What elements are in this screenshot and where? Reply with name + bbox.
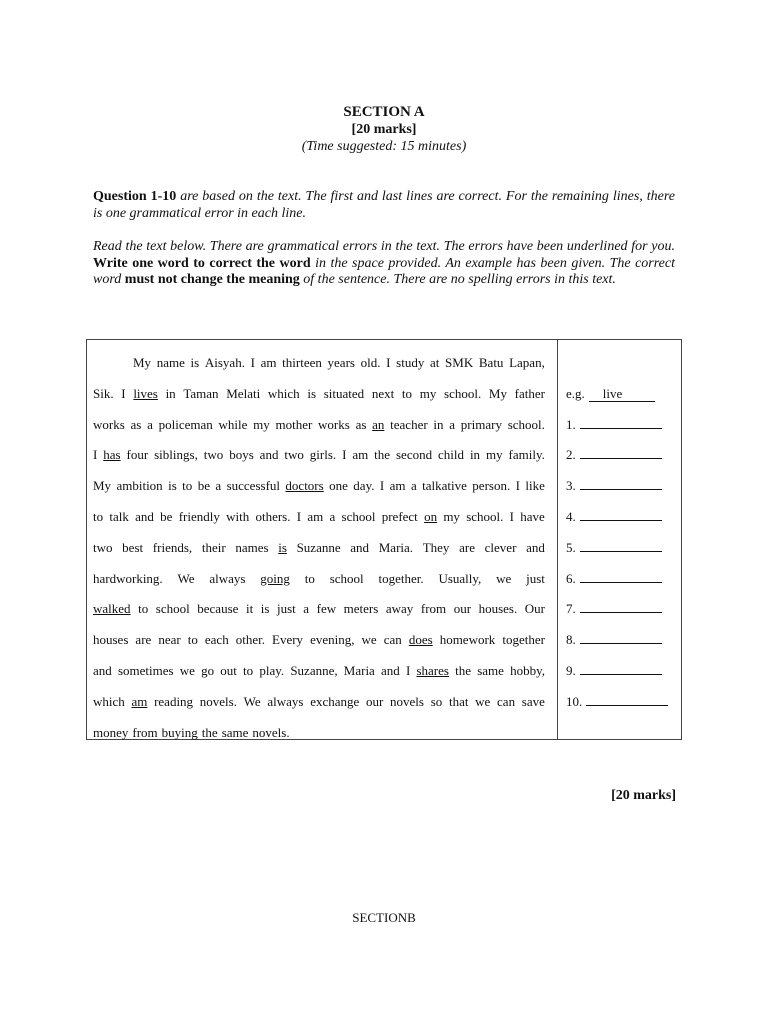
passage-word: are [459, 539, 475, 555]
passage-word: ambition [116, 478, 163, 494]
passage-word: we [475, 693, 491, 709]
passage-word: study [396, 355, 425, 370]
passage-word: Taman [183, 385, 219, 401]
passage-word: school [341, 509, 376, 524]
passage-word: and [350, 539, 370, 555]
total-marks: [20 marks] [611, 788, 676, 803]
passage-word: Aisyah. [204, 355, 245, 370]
answer-item [566, 630, 662, 650]
passage-word: My [133, 355, 152, 370]
passage-word: as [355, 416, 367, 432]
passage-word: two [203, 447, 224, 463]
passage-word: two [93, 539, 113, 555]
answer-blank[interactable] [580, 445, 662, 459]
passage-word: same [221, 724, 249, 740]
answer-item [566, 538, 662, 558]
passage-word: same [477, 663, 504, 678]
passage-word: a [329, 509, 336, 524]
passage-word: I [342, 447, 347, 463]
passage-word: homework [439, 632, 496, 648]
passage-word: to [304, 570, 315, 586]
passage-word: They [422, 539, 450, 555]
passage-word: play. [259, 663, 285, 678]
passage-word: the [374, 447, 391, 463]
answer-blank[interactable] [580, 630, 662, 644]
passage-word: out [220, 663, 237, 678]
passage-word: talkative [422, 478, 467, 494]
passage-word: meters [343, 601, 379, 617]
error-word: is [278, 539, 287, 555]
answer-number: 5. [566, 539, 576, 555]
error-word: shares [416, 663, 449, 678]
passage-word: buying [161, 724, 198, 740]
passage-word: few [316, 601, 337, 617]
time-suggested: (Time suggested: 15 minutes) [301, 139, 467, 154]
passage-word: which [267, 385, 300, 401]
answer-blank[interactable] [580, 661, 662, 675]
passage-word: names [235, 539, 269, 555]
answer-blank[interactable] [580, 476, 662, 490]
passage-word: houses. [478, 601, 518, 617]
passage-word: hardworking. [93, 570, 163, 586]
passage-word: our [453, 601, 472, 617]
passage-word: in [433, 416, 444, 432]
passage-word: while [218, 416, 248, 432]
passage-word: the [201, 724, 218, 740]
passage-word: Lapan, [509, 355, 545, 370]
passage-word: other. [235, 632, 265, 648]
passage-word: works [318, 416, 350, 432]
passage-line [93, 661, 545, 681]
instruction-bold: Write one word to correct the word [93, 255, 311, 271]
passage-line [93, 353, 545, 373]
passage-word: my [419, 385, 437, 401]
passage-word: one [329, 478, 348, 494]
passage-word: from [132, 724, 158, 740]
instruction-paragraph-1 [93, 189, 675, 222]
passage-word: family. [508, 447, 545, 463]
passage-word: a [215, 478, 222, 494]
answer-blank[interactable] [580, 415, 662, 429]
answer-blank[interactable] [586, 692, 668, 706]
passage-word: school [329, 570, 364, 586]
answer-number: 8. [566, 632, 576, 648]
passage-line [93, 445, 545, 465]
answer-blank[interactable] [580, 599, 662, 613]
passage-word: I [405, 663, 411, 678]
passage-word: am [260, 355, 277, 370]
instruction-text: of the sentence. There are no spelling errors in this text. [299, 272, 616, 288]
instruction-paragraph-2 [93, 239, 675, 289]
passage-word: together [502, 632, 545, 648]
passage-word: is [260, 601, 270, 617]
passage-word: away [385, 601, 414, 617]
answer-number: 6. [566, 570, 576, 586]
answer-number: 2. [566, 447, 576, 463]
answer-item [566, 415, 662, 435]
passage-word: and [259, 447, 279, 463]
passage-word: is [168, 478, 177, 494]
passage-word: my [485, 447, 503, 463]
example-label: e.g. [566, 385, 585, 401]
passage-word: are [135, 632, 152, 648]
passage-word: I [250, 355, 255, 370]
passage-word: together. [378, 570, 424, 586]
passage-word: policeman [158, 416, 213, 432]
passage-word: I [121, 385, 126, 401]
passage-line [93, 723, 545, 743]
passage-word: with [226, 509, 250, 524]
passage-word: years [327, 355, 355, 370]
passage-word: four [126, 447, 149, 463]
passage-line [93, 538, 545, 558]
passage-word: am [389, 478, 406, 494]
passage-word: school. [507, 416, 545, 432]
answer-number: 10. [566, 693, 583, 709]
answer-item [566, 476, 662, 496]
passage-word: hobby, [510, 663, 545, 678]
passage-word: boys [229, 447, 254, 463]
answer-number: 7. [566, 601, 576, 617]
passage-word: we [361, 632, 377, 648]
passage-word: from [420, 601, 447, 617]
answer-number: 4. [566, 509, 576, 524]
passage-word: talk [109, 509, 129, 524]
passage-word: to [93, 509, 104, 524]
error-word: has [103, 447, 121, 463]
passage-word: Melati [226, 385, 261, 401]
passage-word: at [429, 355, 440, 370]
passage-word: person. [472, 478, 511, 494]
answer-item [566, 599, 662, 619]
error-word: walked [93, 601, 131, 617]
passage-word: always [209, 570, 246, 586]
passage-word: school [155, 601, 190, 617]
passage-word: My [488, 385, 507, 401]
passage-word: their [201, 539, 226, 555]
question-range: Question 1-10 [93, 189, 177, 204]
error-word: am [131, 693, 148, 709]
passage-word: old. [360, 355, 381, 370]
passage-word: novels. [199, 693, 237, 709]
passage-word: have [520, 509, 545, 524]
passage-word: a [410, 478, 417, 494]
next-section-title: SECTIONB [352, 910, 416, 925]
passage-word: my [443, 509, 460, 524]
passage-word: school. [466, 509, 504, 524]
passage-word: be [160, 509, 173, 524]
example-value: live [589, 387, 655, 402]
passage-word: girls. [309, 447, 337, 463]
error-word: on [424, 509, 438, 524]
passage-word: clever [484, 539, 517, 555]
passage-word: a [147, 416, 153, 432]
passage-word: we [496, 570, 512, 586]
passage-word: child [438, 447, 465, 463]
passage-word: save [521, 693, 545, 709]
section-title: SECTION A [343, 104, 425, 120]
answer-number: 3. [566, 478, 576, 494]
passage-word: I [515, 478, 520, 494]
passage-word: that [448, 693, 469, 709]
passage-word: like [525, 478, 545, 494]
passage-word: prefect [381, 509, 418, 524]
passage-line [93, 476, 545, 496]
passage-word: I [386, 355, 391, 370]
passage-word: as [130, 416, 142, 432]
passage-word: always [267, 693, 304, 709]
passage-word: can [383, 632, 402, 648]
passage-word: to [187, 632, 198, 648]
instruction-bold: must not change the meaning [124, 272, 300, 288]
passage-word: others. [255, 509, 291, 524]
passage-word: Usually, [438, 570, 482, 586]
passage-word: am [307, 509, 324, 524]
passage-word: to [182, 478, 193, 494]
instruction-text: in the space provided. An example has been given. The correct word [93, 255, 675, 288]
passage-word: is [307, 385, 317, 401]
passage-word: next [371, 385, 395, 401]
answer-item [566, 507, 662, 527]
passage-word: Sik. [93, 385, 114, 401]
passage-line [93, 599, 545, 619]
passage-word: our [365, 693, 384, 709]
passage-word: go [201, 663, 215, 678]
passage-word: successful [226, 478, 281, 494]
instruction-text: are based on the text. The first and last lines are correct. For the remaining lines, there is one grammatical error in each line. [93, 189, 675, 221]
passage-word: just [526, 570, 545, 586]
answer-item [566, 445, 662, 465]
answer-blank[interactable] [580, 569, 662, 583]
passage-word: in [469, 447, 481, 463]
passage-word: I [93, 447, 98, 463]
passage-word: which [93, 693, 125, 709]
passage-word: houses [93, 632, 129, 648]
instruction-text: Read the text below. There are grammatical errors in the text. The errors have been underlined for you. [93, 239, 675, 254]
passage-word: just [276, 601, 296, 617]
passage-word: name [156, 355, 185, 370]
passage-word: each [204, 632, 229, 648]
passage-word: works [93, 416, 125, 432]
passage-word: near [158, 632, 181, 648]
passage-word: day. [353, 478, 375, 494]
passage-word: and [93, 663, 112, 678]
answer-number: 9. [566, 663, 576, 678]
column-divider [557, 339, 558, 740]
passage-word: Every [272, 632, 304, 648]
passage-word: friends, [152, 539, 193, 555]
error-word: does [408, 632, 433, 648]
passage-line [93, 630, 545, 650]
passage-word: to [401, 385, 413, 401]
passage-word: Maria [343, 663, 375, 678]
passage-word: Our [524, 601, 545, 617]
answer-item [566, 661, 662, 681]
passage-word: is [190, 355, 200, 370]
passage-word: Batu [478, 355, 504, 370]
passage-word: We [177, 570, 195, 586]
passage-word: reading [154, 693, 194, 709]
passage-word: a [303, 601, 310, 617]
error-word: doctors [285, 478, 324, 494]
passage-word: thirteen [282, 355, 322, 370]
passage-word: Suzanne, [290, 663, 338, 678]
passage-word: Suzanne [296, 539, 341, 555]
passage-word: primary [460, 416, 502, 432]
passage-word: school. [444, 385, 482, 401]
passage-line [93, 415, 545, 435]
passage-word: because [197, 601, 239, 617]
passage-word: in [165, 385, 176, 401]
passage-word: exchange [310, 693, 360, 709]
section-marks: [20 marks] [351, 122, 417, 137]
passage-word: and [526, 539, 545, 555]
passage-line [93, 692, 545, 712]
passage-word: the [455, 663, 472, 678]
passage-word: SMK [445, 355, 474, 370]
passage-word: can [497, 693, 516, 709]
passage-word: teacher [390, 416, 428, 432]
passage-word: and [381, 663, 400, 678]
passage-word: so [430, 693, 443, 709]
error-word: lives [133, 385, 158, 401]
passage-word: novels. [252, 724, 290, 740]
answer-item [566, 692, 668, 712]
passage-word: mother [275, 416, 313, 432]
passage-word: sometimes [117, 663, 174, 678]
passage-word: my [253, 416, 270, 432]
passage-word: situated [323, 385, 365, 401]
passage-word: we [179, 663, 195, 678]
answer-blank[interactable] [580, 507, 662, 521]
passage-line [93, 384, 545, 404]
passage-word: am [352, 447, 369, 463]
passage-word: money [93, 724, 129, 740]
passage-word: to [243, 663, 254, 678]
passage-word: siblings, [154, 447, 198, 463]
passage-word: novels [390, 693, 424, 709]
passage-line [93, 569, 545, 589]
passage-word: father [514, 385, 545, 401]
passage-word: best [122, 539, 144, 555]
passage-word: We [243, 693, 261, 709]
passage-word: to [138, 601, 149, 617]
passage-word: a [449, 416, 456, 432]
answer-blank[interactable] [580, 538, 662, 552]
passage-word: second [395, 447, 433, 463]
passage-word: I [296, 509, 302, 524]
answer-number: 1. [566, 416, 576, 432]
answer-item [566, 569, 662, 589]
passage-word: be [197, 478, 210, 494]
passage-word: two [284, 447, 304, 463]
passage-word: and [135, 509, 154, 524]
passage-word: My [93, 478, 112, 494]
passage-word: I [509, 509, 514, 524]
passage-word: it [245, 601, 254, 617]
passage-line [93, 507, 545, 527]
example-answer [566, 384, 655, 404]
passage-word: friendly [178, 509, 220, 524]
passage-word: Maria. [378, 539, 414, 555]
passage-word: I [379, 478, 385, 494]
error-word: going [260, 570, 290, 586]
passage-word: evening, [310, 632, 355, 648]
error-word: an [372, 416, 385, 432]
